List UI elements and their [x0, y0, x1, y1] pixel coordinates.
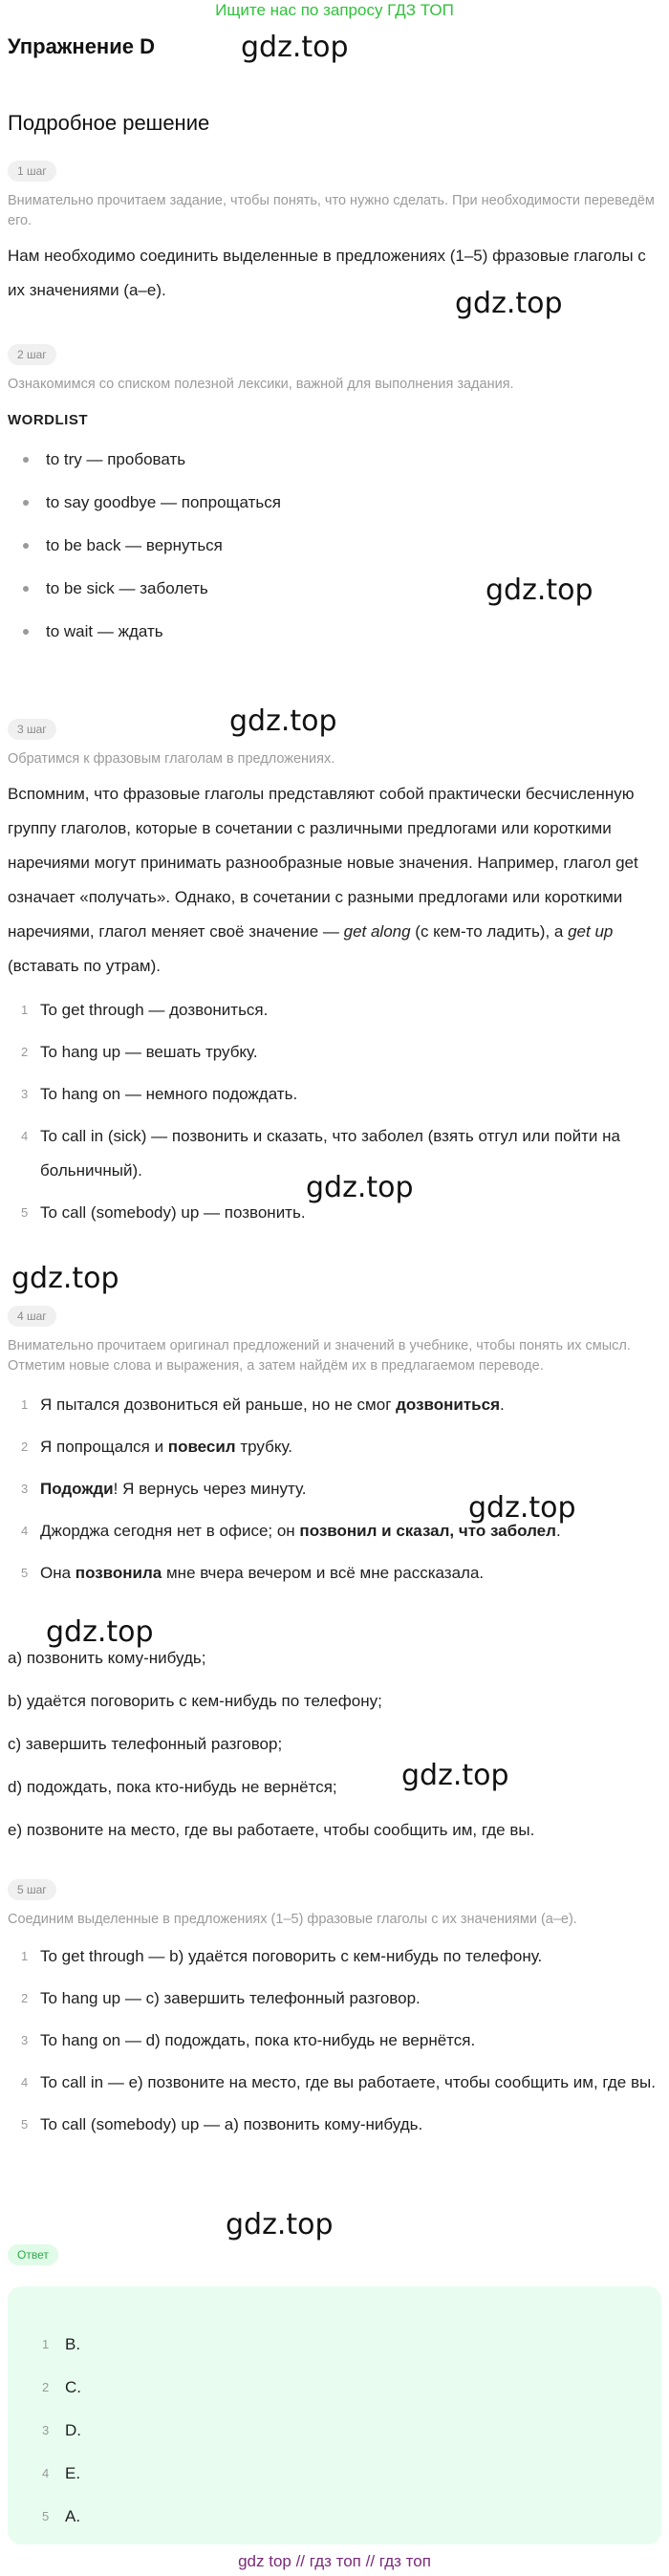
- step-5: [8, 1879, 661, 2150]
- step-badge: 1 шаг: [8, 161, 56, 182]
- list-item: to be back — вернуться: [8, 524, 661, 567]
- watermark: gdz.top: [226, 2208, 334, 2241]
- list-item: b) удаётся поговорить с кем-нибудь по телефону;: [8, 1692, 382, 1710]
- watermark: gdz.top: [306, 1171, 414, 1204]
- watermark: gdz.top: [468, 1491, 576, 1525]
- list-item: 1 Я пытался дозвониться ей раньше, но не смог дозвониться.: [21, 1396, 505, 1414]
- step-badge: 2 шаг: [8, 344, 56, 365]
- answer-header: [8, 2244, 661, 2265]
- list-item: 1 To get through — b) удаётся поговорить с кем-нибудь по телефону.: [21, 1947, 543, 1965]
- watermark: gdz.top: [241, 31, 349, 64]
- list-item: a) позвонить кому-нибудь;: [8, 1649, 206, 1667]
- step-1: [8, 161, 661, 308]
- list-item: 2 To hang up — вешать трубку.: [21, 1043, 258, 1061]
- wordlist-title: WORDLIST: [8, 412, 88, 428]
- text-part: (вставать по утрам).: [8, 957, 161, 975]
- step-badge: 5 шаг: [8, 1879, 56, 1900]
- list-item: 5 A.: [42, 2507, 81, 2525]
- step-text: Нам необходимо соединить выделенные в предложениях (1–5) фразовые глаголы с их значениями (a–e).: [8, 247, 646, 299]
- step-intro: Соединим выделенные в предложениях (1–5) фразовые глаголы с их значениями (a–e).: [8, 1912, 577, 1927]
- page-title: Упражнение D: [8, 34, 155, 58]
- step-intro: Ознакомимся со списком полезной лексики, важной для выполнения задания.: [8, 377, 514, 392]
- list-item: d) подождать, пока кто-нибудь не вернётся;: [8, 1778, 337, 1796]
- list-item: to wait — ждать: [8, 610, 661, 653]
- step-3: [8, 719, 661, 1238]
- list-item: 3 Подожди! Я вернусь через минуту.: [21, 1480, 307, 1498]
- phrasal-verbs-list: [8, 993, 661, 1230]
- step-text: [8, 777, 661, 984]
- list-item: 5 To call (somebody) up — a) позвонить кому-нибудь.: [21, 2115, 423, 2133]
- step-intro: Обратимся к фразовым глаголам в предложениях.: [8, 751, 335, 767]
- meanings-list: [8, 1636, 661, 1851]
- answer-list: [42, 2323, 81, 2538]
- top-banner: Ищите нас по запросу ГДЗ ТОП: [215, 1, 454, 19]
- list-item: 2 C.: [42, 2378, 81, 2396]
- step-intro: Внимательно прочитаем задание, чтобы понять, что нужно сделать. При необходимости переведём его.: [8, 193, 655, 228]
- list-item: 5 To call (somebody) up — позвонить.: [21, 1203, 306, 1222]
- list-item: 2 To hang up — c) завершить телефонный разговор.: [21, 1989, 421, 2007]
- answer-badge: Ответ: [8, 2244, 58, 2265]
- step-intro: Внимательно прочитаем оригинал предложений и значений в учебнике, чтобы понять их смысл. Отметим новые слова и выражения, а затем найдём их в предлагаемом переводе.: [8, 1338, 631, 1374]
- list-item: 4 Джорджа сегодня нет в офисе; он позвонил и сказал, что заболел.: [21, 1522, 561, 1540]
- example-get-along: get along: [343, 922, 411, 941]
- text-part: (с кем-то ладить), а: [410, 922, 569, 941]
- list-item: 1 B.: [42, 2335, 81, 2353]
- watermark: gdz.top: [401, 1759, 509, 1792]
- list-item: 2 Я попрощался и повесил трубку.: [21, 1438, 292, 1456]
- list-item: 3 To hang on — d) подождать, пока кто-нибудь не вернётся.: [21, 2031, 476, 2049]
- list-item: to try — пробовать: [8, 438, 661, 481]
- matches-list: [8, 1939, 661, 2142]
- list-item: 5 Она позвонила мне вчера вечером и всё мне рассказала.: [21, 1564, 485, 1582]
- watermark: gdz.top: [11, 1262, 119, 1295]
- watermark: gdz.top: [486, 574, 593, 607]
- list-item: 4 To call in — e) позвоните на место, где вы работаете, чтобы сообщить им, где вы.: [21, 2073, 656, 2091]
- step-badge: 4 шаг: [8, 1306, 56, 1327]
- footer-links[interactable]: gdz top // гдз топ // гдз топ: [238, 2552, 431, 2570]
- sentences-list: [8, 1388, 661, 1591]
- list-item: c) завершить телефонный разговор;: [8, 1735, 283, 1753]
- step-4: [8, 1306, 661, 1598]
- list-item: 3 To hang on — немного подождать.: [21, 1085, 298, 1103]
- list-item: 4 To call in (sick) — позвонить и сказать, что заболел (взять отгул или пойти на больничный).: [21, 1127, 620, 1180]
- step-2: [8, 344, 661, 653]
- list-item: 4 E.: [42, 2464, 81, 2482]
- list-item: 1 To get through — дозвониться.: [21, 1001, 269, 1019]
- section-title: Подробное решение: [8, 111, 210, 135]
- watermark: gdz.top: [229, 704, 337, 738]
- list-item: to be sick — заболеть: [8, 567, 661, 610]
- example-get-up: get up: [568, 922, 614, 941]
- list-item: to say goodbye — попрощаться: [8, 481, 661, 524]
- answer-box: [8, 2286, 661, 2544]
- list-item: 3 D.: [42, 2421, 81, 2439]
- step-badge: 3 шаг: [8, 719, 56, 740]
- wordlist: [8, 438, 661, 653]
- watermark: gdz.top: [46, 1615, 154, 1649]
- list-item: e) позвоните на место, где вы работаете, чтобы сообщить им, где вы.: [8, 1821, 535, 1839]
- watermark: gdz.top: [455, 287, 563, 320]
- text-part: Вспомним, что фразовые глаголы представляют собой практически бесчисленную группу глаголов, которые в сочетании с различными предлогами или короткими наречиями могут принимать разнообразные новые значения. Например, глагол get означает «получать». Однако, в сочетании с разными предлогами или короткими наречиями, глагол меняет своё значение —: [8, 785, 638, 941]
